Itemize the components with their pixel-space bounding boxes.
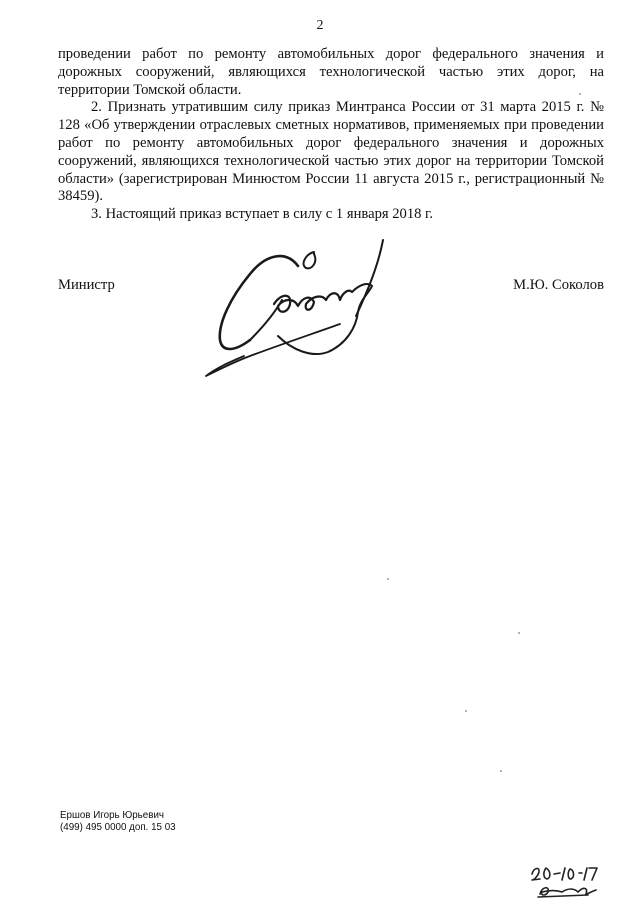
scan-speck <box>465 710 467 712</box>
scan-speck <box>518 632 520 634</box>
paragraph-item-2: 2. Признать утратившим силу приказ Минтранса России от 31 марта 2015 г. № 128 «Об утверждении отраслевых сметных нормативов, применяемых при проведении работ по ремонту автомобильных дорог федерального значения и дорожных сооружений, являющихся технологической частью этих дорог на территории Томской области» (зарегистрирован Минюстом России 11 августа 2015 г., регистрационный № 38459). <box>58 99 604 205</box>
paragraph-continuation: проведении работ по ремонту автомобильных дорог федерального значения и дорожных сооружений, являющихся технологической частью этих дорог, на территории Томской области. <box>58 46 604 98</box>
page-number: 2 <box>316 18 324 33</box>
scan-speck <box>579 93 581 95</box>
handwritten-date-note <box>526 862 606 900</box>
contact-phone: (499) 495 0000 доп. 15 03 <box>60 822 176 833</box>
scan-speck <box>500 770 502 772</box>
paragraph-item-3: 3. Настоящий приказ вступает в силу с 1 января 2018 г. <box>91 206 434 223</box>
document-body <box>58 46 604 224</box>
contact-person: Ершов Игорь Юрьевич <box>60 810 165 821</box>
handwritten-signature <box>200 228 400 384</box>
scan-speck <box>387 578 389 580</box>
signatory-name: М.Ю. Соколов <box>513 277 604 293</box>
signatory-position: Министр <box>58 277 115 293</box>
contact-info <box>60 810 176 834</box>
